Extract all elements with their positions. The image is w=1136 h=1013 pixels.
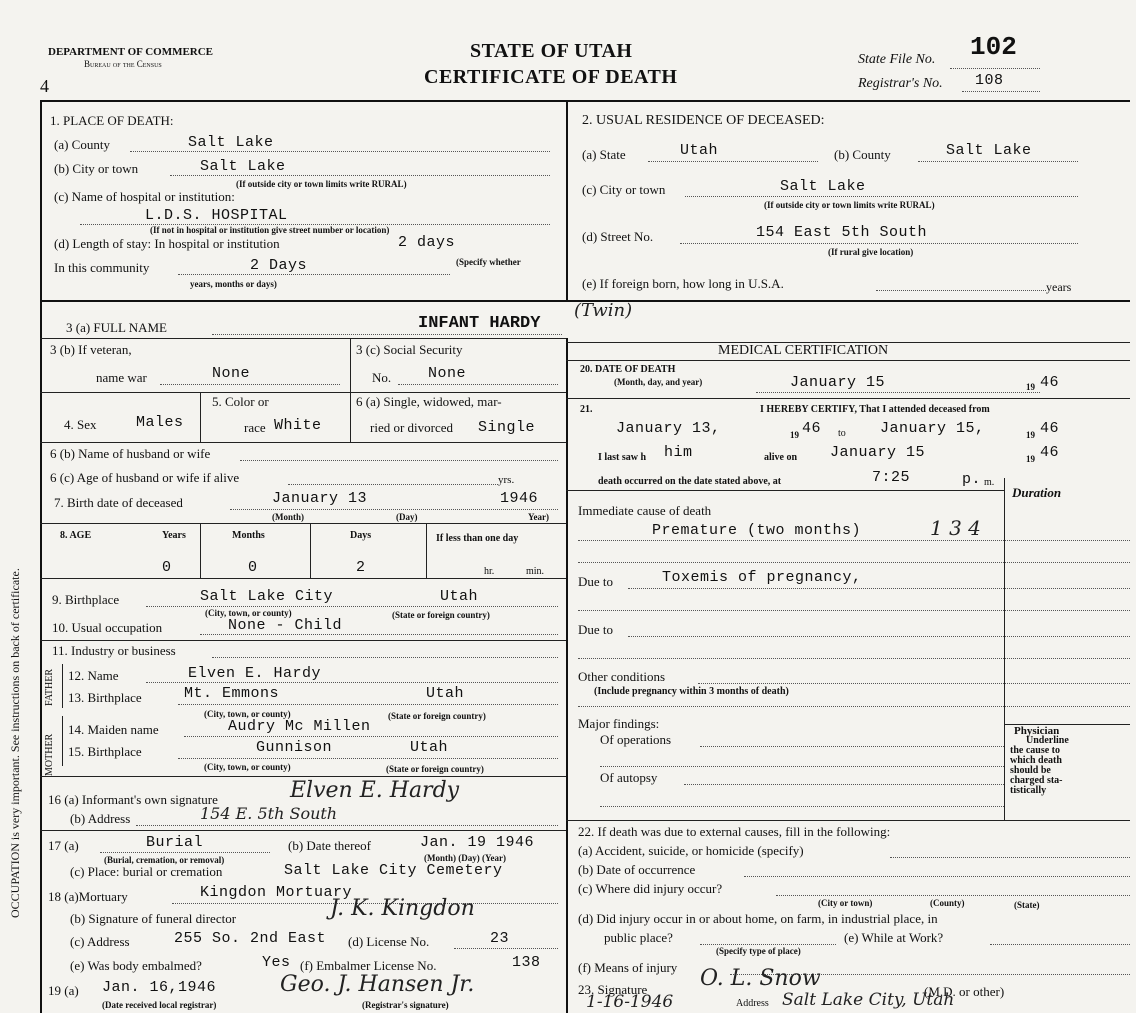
mother-state-note: (State or foreign country) (386, 764, 484, 774)
sig-address: Salt Lake City, Utah (782, 990, 955, 1010)
occupation-value: None - Child (228, 617, 343, 634)
father-name-value: Elven E. Hardy (188, 665, 322, 682)
death-pm: p. (962, 471, 982, 488)
due-to-label-2: Due to (578, 622, 614, 637)
director-label: (b) Signature of funeral director (70, 911, 237, 926)
father-name-label: 12. Name (68, 668, 119, 683)
father-city-note: (City, town, or county) (204, 709, 291, 719)
dod-year: 46 (1040, 374, 1060, 391)
last-saw-label: I last saw h (598, 452, 647, 463)
license-label: (d) License No. (348, 934, 430, 949)
other-conditions-note: (Include pregnancy within 3 months of death) (594, 686, 789, 697)
birth-label: 7. Birth date of deceased (54, 495, 183, 510)
physician-note-0: Physician (1014, 725, 1060, 737)
spouse-label: 6 (b) Name of husband or wife (50, 446, 211, 461)
public-place-label: public place? (604, 930, 673, 945)
death-city-note: (If outside city or town limits write RURAL) (236, 179, 407, 189)
physician-note-2: the cause to (1010, 745, 1060, 756)
age-years-header: Years (162, 530, 186, 541)
attended-to-date: January 15, (880, 420, 985, 437)
marital-value: Single (478, 419, 536, 436)
death-city-label: (b) City or town (54, 161, 139, 176)
burial-note: (Burial, cremation, or removal) (104, 855, 225, 865)
immediate-cause-value: Premature (two months) (652, 522, 862, 539)
sig-address-label: Address (736, 998, 769, 1009)
registrar-sig-note: (Registrar's signature) (362, 1000, 449, 1010)
received-label: 19 (a) (48, 983, 79, 998)
ssn-no-label: No. (372, 370, 392, 385)
alive-label: alive on (764, 452, 798, 463)
age-months-value: 0 (248, 559, 258, 576)
side-instruction: OCCUPATION is very important. See instructions on back of certificate. (8, 568, 22, 918)
res-city-value: Salt Lake (780, 178, 866, 195)
home-label: (d) Did injury occur in or about home, on farm, in industrial place, in (578, 911, 938, 926)
received-note: (Date received local registrar) (102, 1000, 217, 1010)
birthplace-city-value: Salt Lake City (200, 588, 334, 605)
physician-signature: O. L. Snow (700, 966, 821, 991)
embalmer-value: 138 (512, 954, 541, 971)
mother-birthplace-city: Gunnison (256, 739, 333, 756)
signature-label: 23. Signature (578, 982, 648, 997)
attended-from-date: January 13, (616, 420, 721, 437)
director-signature: J. K. Kingdon (330, 896, 475, 921)
hr-label: hr. (484, 566, 495, 577)
race-label: race (244, 420, 266, 435)
registrar-signature: Geo. J. Hansen Jr. (280, 972, 475, 997)
res-city-note: (If outside city or town limits write RURAL) (764, 200, 935, 210)
mother-birthplace-state: Utah (410, 739, 449, 756)
mother-name-value: Audry Mc Millen (228, 718, 371, 735)
certificate-title: CERTIFICATE OF DEATH (424, 66, 678, 88)
immediate-cause-handwriting: 1 3 4 (930, 516, 981, 540)
full-name-label: 3 (a) FULL NAME (66, 320, 167, 335)
stay-label: (d) Length of stay: In hospital or institution (54, 236, 280, 251)
death-time: 7:25 (872, 469, 911, 486)
res-city-label: (c) City or town (582, 182, 666, 197)
where-city-note: (City or town) (818, 898, 873, 908)
street-label: (d) Street No. (582, 229, 654, 244)
war-value: None (212, 365, 251, 382)
physician-note-6: tistically (1010, 785, 1047, 796)
age-months-header: Months (232, 530, 265, 541)
accident-label: (a) Accident, suicide, or homicide (specify) (578, 843, 804, 858)
where-county-note: (County) (930, 898, 965, 908)
race-value: White (274, 417, 322, 434)
state-file-label: State File No. (858, 52, 936, 67)
ssn-value: None (428, 365, 467, 382)
years-label: years (1046, 280, 1072, 294)
embalmed-label: (e) Was body embalmed? (70, 958, 202, 973)
res-state-value: Utah (680, 142, 719, 159)
external-causes-label: 22. If death was due to external causes, fill in the following: (578, 824, 891, 839)
due-to-label: Due to (578, 574, 614, 589)
informant-address: 154 E. 5th South (200, 804, 338, 823)
father-state-note: (State or foreign country) (388, 711, 486, 721)
yrs-label: yrs. (498, 474, 515, 486)
hospital-label: (c) Name of hospital or institution: (54, 189, 235, 204)
sex-label: 4. Sex (64, 417, 97, 432)
burial-value: Burial (146, 834, 204, 851)
cert-text: I HEREBY CERTIFY, That I attended deceased from (760, 404, 990, 415)
hospital-note: (If not in hospital or institution give street number or location) (150, 225, 390, 235)
sex-value: Males (136, 414, 184, 431)
father-side-label: FATHER (44, 668, 55, 706)
other-conditions-label: Other conditions (578, 669, 666, 684)
where-state-note: (State) (1014, 900, 1040, 910)
burial-date-note: (Month) (Day) (Year) (424, 853, 506, 863)
father-birthplace-city: Mt. Emmons (184, 685, 280, 702)
age-days-value: 2 (356, 559, 366, 576)
veteran-label: 3 (b) If veteran, (50, 342, 132, 357)
death-occurred-label: death occurred on the date stated above, at (598, 476, 782, 487)
place-of-death-heading: 1. PLACE OF DEATH: (50, 113, 174, 128)
physician-note-5: charged sta- (1010, 775, 1063, 786)
war-label: name war (96, 370, 147, 385)
birthplace-city-note: (City, town, or county) (205, 608, 292, 618)
death-city-value: Salt Lake (200, 158, 286, 175)
ssn-label: 3 (c) Social Security (356, 342, 463, 357)
physician-note-4: should be (1010, 765, 1051, 776)
res-county-value: Salt Lake (946, 142, 1032, 159)
spouse-age-label: 6 (c) Age of husband or wife if alive (50, 470, 240, 485)
birth-year-note: Year) (528, 512, 549, 522)
father-birthplace-state: Utah (426, 685, 465, 702)
age-label: 8. AGE (60, 530, 92, 541)
state-title: STATE OF UTAH (470, 40, 633, 62)
dod-label-1: 20. DATE OF DEATH (580, 364, 676, 375)
registrar-number: 108 (975, 72, 1004, 89)
physician-note (1010, 726, 1069, 796)
duration-header: Duration (1012, 485, 1062, 500)
age-days-header: Days (350, 530, 372, 541)
age-lt-day-header: If less than one day (436, 533, 519, 544)
mortuary-address-label: (c) Address (70, 934, 130, 949)
state-file-number: 102 (970, 32, 1017, 62)
father-birthplace-label: 13. Birthplace (68, 690, 142, 705)
signature-date: 1-16-1946 (586, 992, 674, 1012)
burial-place-label: (c) Place: burial or cremation (70, 864, 223, 879)
mother-side-label: MOTHER (44, 733, 55, 776)
birthplace-state-note: (State or foreign country) (392, 610, 490, 620)
street-value: 154 East 5th South (756, 224, 928, 241)
birthplace-label: 9. Birthplace (52, 592, 120, 607)
mother-name-label: 14. Maiden name (68, 722, 159, 737)
birthplace-state-value: Utah (440, 588, 479, 605)
attended-to-year: 46 (1040, 420, 1060, 437)
alive-date: January 15 (830, 444, 926, 461)
hospital-value: L.D.S. HOSPITAL (145, 207, 288, 224)
major-findings-label: Major findings: (578, 716, 660, 731)
age-years-value: 0 (162, 559, 172, 576)
embalmer-label: (f) Embalmer License No. (300, 958, 437, 973)
industry-label: 11. Industry or business (52, 643, 176, 658)
bureau-name: Bureau of the Census (84, 59, 162, 69)
due-to-value: Toxemis of pregnancy, (662, 569, 862, 586)
birth-day-note: (Day) (396, 512, 418, 522)
medical-heading: MEDICAL CERTIFICATION (718, 343, 889, 358)
death-county-label: (a) County (54, 137, 110, 152)
mortuary-address-value: 255 So. 2nd East (174, 930, 327, 947)
cert-label: 21. (580, 404, 593, 415)
burial-date-label: (b) Date thereof (288, 838, 372, 853)
twin-note: (Twin) (574, 300, 633, 321)
birth-month-value: January 13 (272, 490, 368, 507)
full-name-value: INFANT HARDY (418, 314, 541, 333)
alive-year: 46 (1040, 444, 1060, 461)
death-county-value: Salt Lake (188, 134, 274, 151)
where-label: (c) Where did injury occur? (578, 881, 723, 896)
community-value: 2 Days (250, 257, 308, 274)
margin-mark: 4 (40, 76, 49, 96)
last-saw-value: him (664, 444, 693, 461)
birth-month-note: (Month) (272, 512, 304, 522)
received-date: Jan. 16,1946 (102, 979, 217, 996)
autopsy-label: Of autopsy (600, 770, 658, 785)
operations-label: Of operations (600, 732, 672, 747)
marital-label-1: 6 (a) Single, widowed, mar- (356, 394, 502, 409)
res-county-label: (b) County (834, 147, 891, 162)
res-state-label: (a) State (582, 147, 626, 162)
dod-value: January 15 (790, 374, 886, 391)
mother-city-note: (City, town, or county) (204, 762, 291, 772)
stay-value: 2 days (398, 234, 456, 251)
mortuary-value: Kingdon Mortuary (200, 884, 353, 901)
death-certificate: DEPARTMENT OF COMMERCE Bureau of the Census STATE OF UTAH CERTIFICATE OF DEATH State File No. 102 Registrar's No. 108 4 OCCUPATION is very important. See instructions on back of certificate. 1. PLACE OF DEATH: (a) County Salt Lake (b) City or town Salt Lake (If outside city or town limits write RURAL) (c) Name of hospital or institution: L.D.S. HOSPITAL (If not in hospital or institution give street number or location) (d) Length of stay: In hospital or institution 2 days (Specify whether In this community 2 Days years, months or days) 2. USUAL RESIDENCE OF DECEASED: (a) State Utah (b) County Salt Lake (c) City or town Salt Lake (If outside city or town limits write RURAL) (d) Street No. 154 East 5th South (If rural give location) (e) If foreign born, how long in U.S.A. years 3 (a) FULL NAME INFANT HARDY (Twin) MEDICAL CERTIFICATION 3 (b) If veteran, name war None 3 (c) Social Security No. None 4. Sex Males 5. Color or race White 6 (a) Single, widowed, mar- ried or divorced Single 6 (b) Name of husband or wife 6 (c) Age of husband or wife if alive yrs. 7. Birth date of deceased January 13 1946 (Month) (Day) Year) 8. AGE Years Months Days If less than one day 0 0 2 hr. min. 9. Birthplace Salt Lake City Utah (City, town, or county) (State or foreign country) 10. Usual occupation None - Child 11. Industry or business FATHER MOTHER 12. Name Elven E. Hardy 13. Birthplace Mt. Emmons Utah (City, town, or county) (State or foreign country) 14. Maiden name Audry Mc Millen 15. Birthplace Gunnison Utah (City, town, or county) (State or foreign country) 16 (a) Informant's own signature Elven E. Hardy (b) Address 154 E. 5th South 17 (a) Burial (Burial, cremation, or removal) (b) Date thereof Jan. 19 1946 (Month) (Day) (Year) (c) Place: burial or cremation Salt Lake City Cemetery 18 (a)Mortuary Kingdon Mortuary (b) Signature of funeral director J. K. Kingdon (c) Address 255 So. 2nd East (d) License No. 23 (e) Was body embalmed? Yes (f) Embalmer License No. 138 19 (a) Jan. 16,1946 (Date received local registrar) Geo. J. Hansen Jr. (Registrar's signature) 20. DATE OF DEATH (Month, day, and year) January 15 19 46 21. I HEREBY CERTIFY, That I attended deceased from January 13, 19 46 to January 15, 19 46 I last saw h him alive on January 15 19 46 death occurred on the date stated above, at 7:25 p. m. Duration Immediate cause of death Premature (two months) 1 3 4 Due to Toxemis of pregnancy, Due to Other conditions (Include pregnancy within 3 months of death) Major findings: Of operations Of autopsy Physician Underline the cause to which death should be charged sta- tistically 22. If death was due to external causes, fill in the following: (a) Accident, suicide, or homicide (specify) (b) Date of occurrence (c) Where did injury occur? (City or town) (County) (State) (d) Did injury occur in or about home, on farm, in industrial place, in public place? (e) While at Work? (Specify type of place) (f) Means of injury 23. Signature O. L. Snow (M.D. or other) 1-16-1946 Address Salt Lake City, Utah (0, 0, 1136, 1013)
residence-heading: 2. USUAL RESIDENCE OF DECEASED: (582, 113, 825, 128)
attended-from-year: 46 (802, 420, 822, 437)
occupation-label: 10. Usual occupation (52, 620, 163, 635)
work-label: (e) While at Work? (844, 930, 944, 945)
min-label: min. (526, 566, 545, 577)
informant-signature: Elven E. Hardy (290, 778, 460, 803)
immediate-cause-label: Immediate cause of death (578, 503, 712, 518)
community-label: In this community (54, 260, 150, 275)
mother-birthplace-label: 15. Birthplace (68, 744, 142, 759)
to-label: to (838, 428, 846, 439)
burial-place-value: Salt Lake City Cemetery (284, 862, 503, 879)
department-name: DEPARTMENT OF COMMERCE (48, 46, 214, 58)
specify-place-note: (Specify type of place) (716, 946, 801, 956)
ymd-note: years, months or days) (190, 279, 277, 289)
physician-note-1: Underline (1026, 735, 1069, 746)
birth-year-value: 1946 (500, 490, 539, 507)
color-label: 5. Color or (212, 394, 269, 409)
embalmed-value: Yes (262, 954, 291, 971)
means-label: (f) Means of injury (578, 960, 678, 975)
foreign-label: (e) If foreign born, how long in U.S.A. (582, 276, 784, 291)
informant-address-label: (b) Address (70, 811, 131, 826)
dod-label-2: (Month, day, and year) (614, 377, 703, 387)
burial-date-value: Jan. 19 1946 (420, 834, 535, 851)
physician-note-3: which death (1010, 755, 1062, 766)
burial-label: 17 (a) (48, 838, 79, 853)
license-value: 23 (490, 930, 510, 947)
registrar-label: Registrar's No. (858, 76, 943, 91)
street-note: (If rural give location) (828, 247, 914, 257)
informant-label: 16 (a) Informant's own signature (48, 792, 218, 807)
specify-note: (Specify whether (456, 257, 521, 267)
occurrence-label: (b) Date of occurrence (578, 862, 696, 877)
m-label: m. (984, 477, 995, 488)
marital-label-2: ried or divorced (370, 420, 454, 435)
mortuary-label: 18 (a)Mortuary (48, 889, 128, 904)
md-label: (M.D. or other) (924, 984, 1005, 999)
